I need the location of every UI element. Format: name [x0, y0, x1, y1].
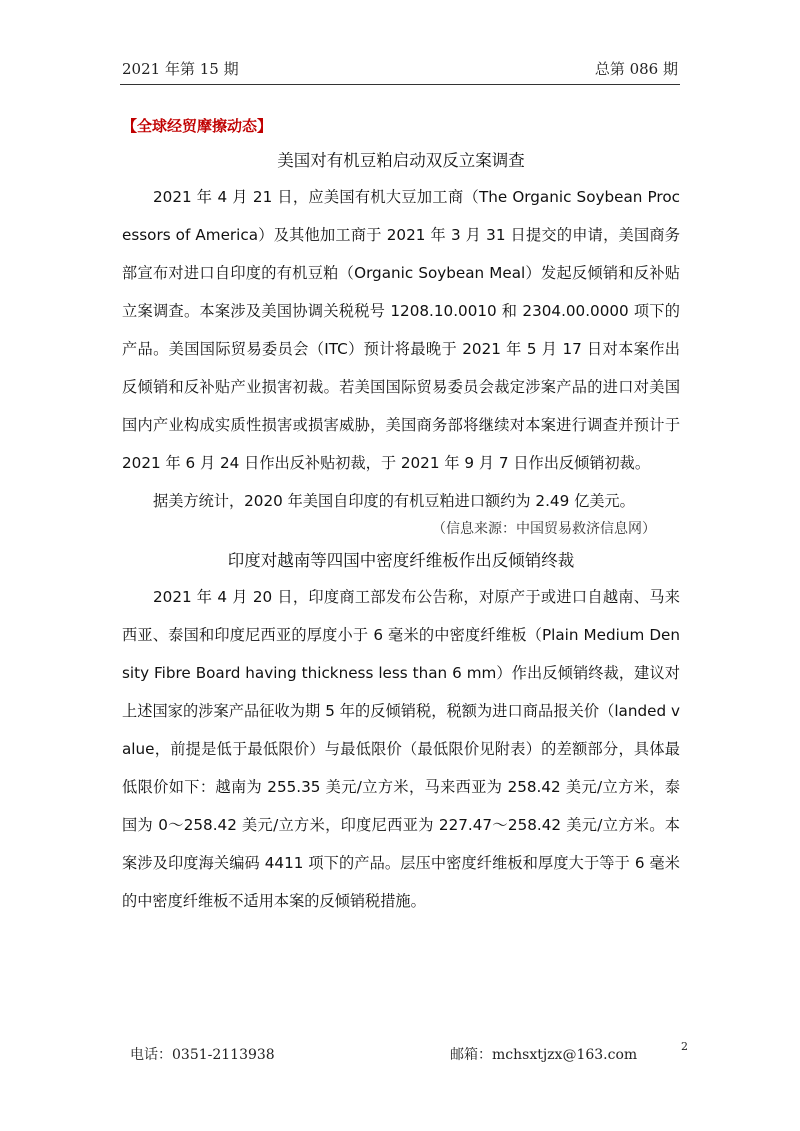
page-footer: [130, 1040, 688, 1064]
total-issue-number: 总第 086 期: [594, 60, 678, 78]
article1-paragraph-2: 据美方统计，2020 年美国自印度的有机豆粕进口额约为 2.49 亿美元。: [153, 492, 635, 510]
article1-title: 美国对有机豆粕启动双反立案调查: [277, 151, 525, 170]
article1-paragraph-1: 2021 年 4 月 21 日，应美国有机大豆加工商（The Organic Soybean Processors of America）及其他加工商于 2021 年 3 月 31 日提交的申请，美国商务部宣布对进口自印度的有机豆粕（Organic Soybean Meal）发起反倾销和反补贴立案调查。本案涉及美国协调关税税号 1208.10.0010 和 2304.00.0000 项下的产品。美国国际贸易委员会（ITC）预计将最晚于 2021 年 5 月 17 日对本案作出反倾销和反补贴产业损害初裁。若美国国际贸易委员会裁定涉案产品的进口对美国国内产业构成实质性损害或损害威胁，美国商务部将继续对本案进行调查并预计于 2021 年 6 月 24 日作出反补贴初裁，于 2021 年 9 月 7 日作出反倾销初裁。: [122, 188, 680, 472]
page-header: [120, 58, 680, 84]
section-tag: 【全球经贸摩擦动态】: [122, 117, 273, 135]
issue-number: 2021 年第 15 期: [122, 60, 239, 78]
article2-title: 印度对越南等四国中密度纤维板作出反倾销终裁: [227, 551, 575, 570]
footer-email: 邮箱：mchsxtjzx@163.com: [450, 1047, 638, 1063]
page-content: [122, 112, 680, 920]
article2-paragraph-1: 2021 年 4 月 20 日，印度商工部发布公告称，对原产于或进口自越南、马来西亚、泰国和印度尼西亚的厚度小于 6 毫米的中密度纤维板（Plain Medium Density Fibre Board having thickness less than 6 mm）作出反倾销终裁，建议对上述国家的涉案产品征收为期 5 年的反倾销税，税额为进口商品报关价（landed value，前提是低于最低限价）与最低限价（最低限价见附表）的差额部分，具体最低限价如下：越南为 255.35 美元/立方米，马来西亚为 258.42 美元/立方米，泰国为 0～258.42 美元/立方米，印度尼西亚为 227.47～258.42 美元/立方米。本案涉及印度海关编码 4411 项下的产品。层压中密度纤维板和厚度大于等于 6 毫米的中密度纤维板不适用本案的反倾销税措施。: [122, 588, 680, 910]
footer-phone: 电话：0351-2113938: [130, 1047, 275, 1063]
page-number: 2: [681, 1040, 688, 1053]
header-divider: [120, 84, 680, 85]
article1-source: （信息来源：中国贸易救济信息网）: [432, 521, 656, 537]
